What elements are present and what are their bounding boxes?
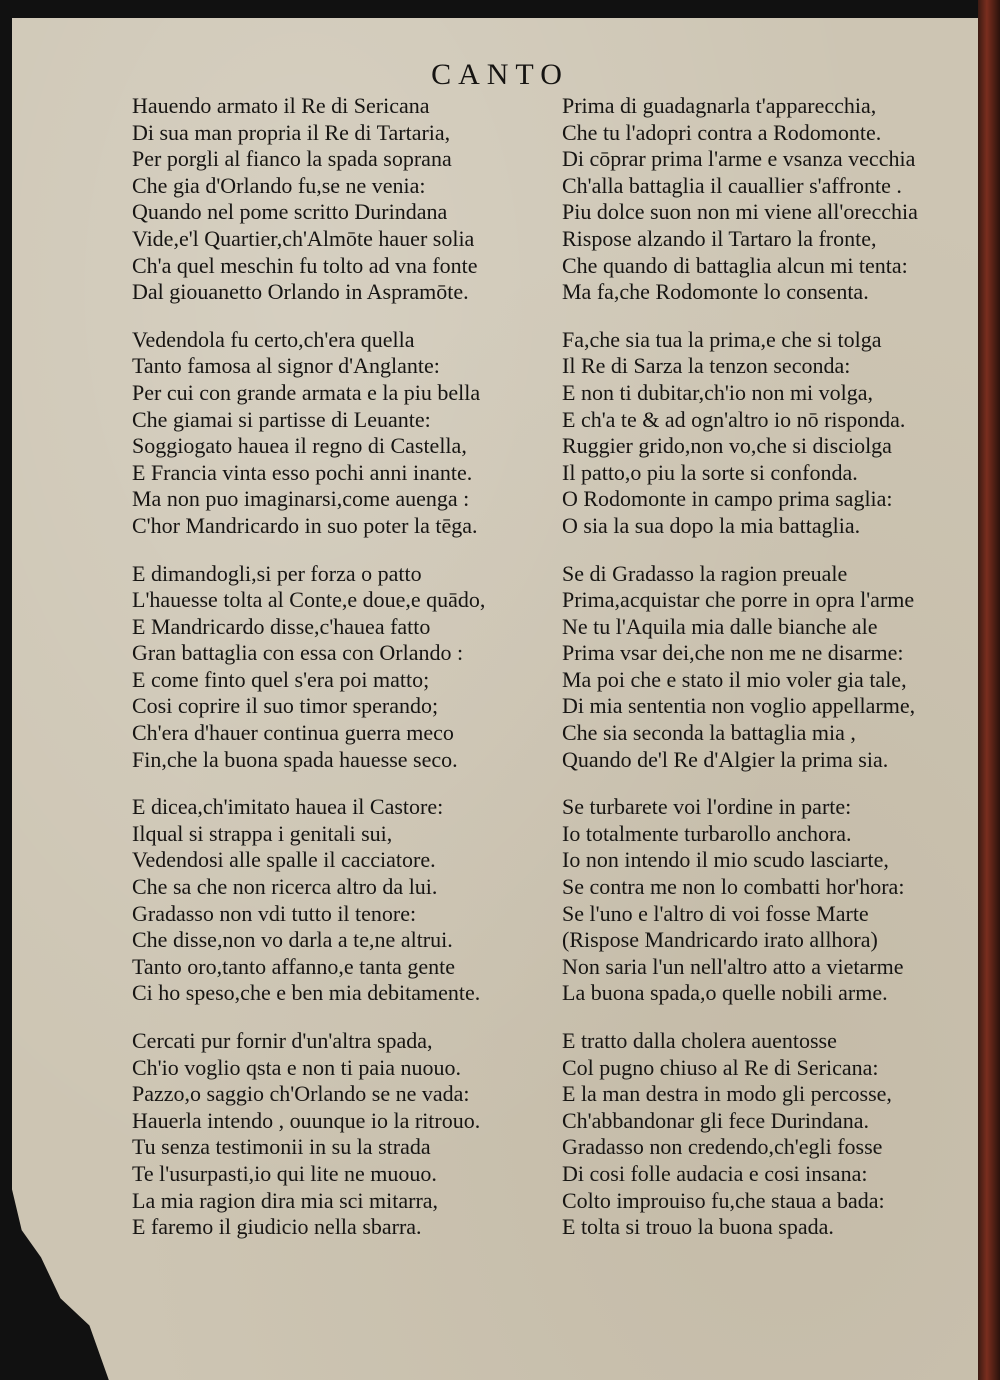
verse-line: Che quando di battaglia alcun mi tenta: — [562, 252, 908, 278]
verse-line: Il patto,o piu la sorte si confonda. — [562, 459, 858, 485]
verse-line: Se l'uno e l'altro di voi fosse Marte — [562, 900, 869, 926]
stanza — [132, 327, 562, 540]
verse-line: Gran battaglia con essa con Orlando : — [132, 640, 464, 666]
verse-line: E ch'a te & ad ogn'altro io nō risponda. — [562, 406, 906, 432]
verse-line: Di cōprar prima l'arme e vsanza vecchia — [562, 146, 916, 172]
verse-line: E dicea,ch'imitato hauea il Castore: — [132, 794, 444, 820]
verse-line: Che gia d'Orlando fu,se ne venia: — [132, 172, 426, 198]
verse-line: E faremo il giudicio nella sbarra. — [132, 1214, 422, 1240]
verse-line: E come finto quel s'era poi matto; — [132, 666, 430, 692]
verse-line: Ch'a quel meschin fu tolto ad vna fonte — [132, 252, 478, 278]
verse-line: Ch'io voglio qsta e non ti paia nuouo. — [132, 1054, 462, 1080]
verse-line: Di mia sententia non voglio appellarme, — [562, 693, 916, 719]
verse-line: E Mandricardo disse,c'hauea fatto — [132, 613, 431, 639]
verse-line: Ilqual si strappa i genitali sui, — [132, 820, 393, 846]
verse-line: Ruggier grido,non vo,che si disciolga — [562, 433, 892, 459]
verse-line: Per cui con grande armata e la piu bella — [132, 379, 481, 405]
verse-line: Io non intendo il mio scudo lasciarte, — [562, 847, 889, 873]
verse-line: La mia ragion dira mia sci mitarra, — [132, 1187, 439, 1213]
verse-line: Rispose alzando il Tartaro la fronte, — [562, 225, 877, 251]
verse-line: O Rodomonte in campo prima saglia: — [562, 486, 893, 512]
verse-line: Quando nel pome scritto Durindana — [132, 199, 448, 225]
verse-line: Che disse,non vo darla a te,ne altrui. — [132, 927, 453, 953]
stanza — [132, 794, 562, 1007]
verse-line: Gradasso non vdi tutto il tenore: — [132, 900, 417, 926]
verse-line: Prima,acquistar che porre in opra l'arme — [562, 587, 915, 613]
verse-line: Ch'era d'hauer continua guerra meco — [132, 720, 454, 746]
verse-line: Piu dolce suon non mi viene all'orecchia — [562, 199, 918, 225]
verse-line: Te l'usurpasti,io qui lite ne muouo. — [132, 1160, 437, 1186]
stanza — [132, 1028, 562, 1241]
stanza — [132, 561, 562, 774]
verse-line: Tanto oro,tanto affanno,e tanta gente — [132, 953, 456, 979]
verse-line: Colto improuiso fu,che staua a bada: — [562, 1187, 885, 1213]
verse-line: Col pugno chiuso al Re di Sericana: — [562, 1054, 879, 1080]
verse-line: Che sia seconda la battaglia mia , — [562, 720, 856, 746]
verse-line: Io totalmente turbarollo anchora. — [562, 820, 852, 846]
verse-line: (Rispose Mandricardo irato allhora) — [562, 927, 878, 953]
stanza — [562, 93, 992, 306]
stanza — [562, 327, 992, 540]
verse-line: Ne tu l'Aquila mia dalle bianche ale — [562, 613, 878, 639]
verse-line: Prima vsar dei,che non me ne disarme: — [562, 640, 904, 666]
verse-line: L'hauesse tolta al Conte,e doue,e quādo, — [132, 587, 486, 613]
verse-line: Cosi coprire il suo timor sperando; — [132, 693, 439, 719]
verse-line: E dimandogli,si per forza o patto — [132, 560, 422, 586]
verse-line: Di cosi folle audacia e cosi insana: — [562, 1160, 868, 1186]
verse-line: E la man destra in modo gli percosse, — [562, 1081, 892, 1107]
stanza — [562, 1028, 992, 1241]
verse-line: Gradasso non credendo,ch'egli fosse — [562, 1134, 883, 1160]
verse-line: Se di Gradasso la ragion preuale — [562, 560, 848, 586]
verse-line: O sia la sua dopo la mia battaglia. — [562, 512, 861, 538]
verse-line: Fin,che la buona spada hauesse seco. — [132, 746, 458, 772]
verse-line: Che sa che non ricerca altro da lui. — [132, 874, 438, 900]
verse-line: Tu senza testimonii in su la strada — [132, 1134, 431, 1160]
verse-line: Vedendosi alle spalle il cacciatore. — [132, 847, 436, 873]
right-column — [562, 93, 992, 1262]
verse-line: Il Re di Sarza la tenzon seconda: — [562, 353, 851, 379]
verse-line: Pazzo,o saggio ch'Orlando se ne vada: — [132, 1081, 470, 1107]
verse-line: Ch'alla battaglia il cauallier s'affronte . — [562, 172, 902, 198]
verse-line: Quando de'l Re d'Algier la prima sia. — [562, 746, 889, 772]
verse-line: Tanto famosa al signor d'Anglante: — [132, 353, 440, 379]
verse-line: C'hor Mandricardo in suo poter la tēga. — [132, 512, 478, 538]
verse-line: E tratto dalla cholera auentosse — [562, 1028, 837, 1053]
verse-line: Ma non puo imaginarsi,come auenga : — [132, 486, 470, 512]
verse-line: Se turbarete voi l'ordine in parte: — [562, 794, 852, 820]
page-header: CANTO — [431, 58, 569, 91]
verse-line: Vide,e'l Quartier,ch'Almōte hauer solia — [132, 225, 475, 251]
verse-line: E tolta si trouo la buona spada. — [562, 1214, 834, 1240]
verse-line: Hauendo armato il Re di Sericana — [132, 93, 430, 118]
verse-line: Ma poi che e stato il mio voler gia tale, — [562, 666, 907, 692]
verse-line: Cercati pur fornir d'un'altra spada, — [132, 1028, 433, 1053]
verse-line: Ch'abbandonar gli fece Durindana. — [562, 1107, 869, 1133]
verse-line: Dal giouanetto Orlando in Aspramōte. — [132, 279, 469, 305]
verse-line: Che tu l'adopri contra a Rodomonte. — [562, 119, 882, 145]
verse-line: Non saria l'un nell'altro atto a vietarme — [562, 953, 904, 979]
verse-line: Per porgli al fianco la spada soprana — [132, 146, 452, 172]
verse-line: Prima di guadagnarla t'apparecchia, — [562, 93, 877, 118]
verse-line: Hauerla intendo , ouunque io la ritrouo. — [132, 1107, 481, 1133]
verse-line: Che giamai si partisse di Leuante: — [132, 406, 431, 432]
verse-line: Soggiogato hauea il regno di Castella, — [132, 433, 467, 459]
verse-line: Di sua man propria il Re di Tartaria, — [132, 119, 451, 145]
stanza — [132, 93, 562, 306]
verse-line: La buona spada,o quelle nobili arme. — [562, 980, 888, 1006]
verse-line: Vedendola fu certo,ch'era quella — [132, 326, 415, 352]
verse-line: Ci ho speso,che e ben mia debitamente. — [132, 980, 481, 1006]
verse-line: Fa,che sia tua la prima,e che si tolga — [562, 326, 882, 352]
verse-line: Se contra me non lo combatti hor'hora: — [562, 874, 905, 900]
left-column — [132, 93, 562, 1262]
verse-line: Ma fa,che Rodomonte lo consenta. — [562, 279, 869, 305]
stanza — [562, 794, 992, 1007]
stanza — [562, 561, 992, 774]
verse-line: E non ti dubitar,ch'io non mi volga, — [562, 379, 874, 405]
verse-line: E Francia vinta esso pochi anni inante. — [132, 459, 473, 485]
